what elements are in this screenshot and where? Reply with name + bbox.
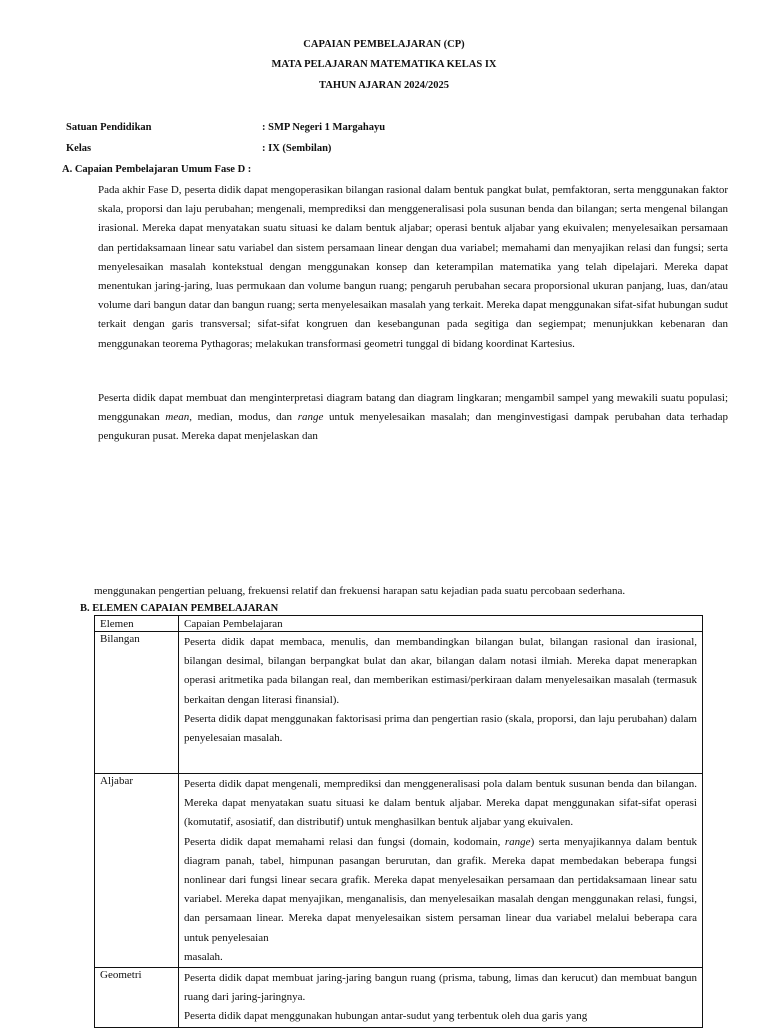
section-a-paragraph-3: menggunakan pengertian peluang, frekuensi relatif dan frekuensi harapan satu kejadian pada suatu percobaan sederhana. [94,585,626,597]
element-geometri: Geometri [95,968,179,1028]
cp-geometri [179,968,703,1028]
cp-aljabar-p2-a: Peserta didik dapat memahami relasi dan fungsi (domain, kodomain, [184,835,505,848]
section-a-paragraph-1: Pada akhir Fase D, peserta didik dapat mengoperasikan bilangan rasional dalam bentuk pangkat bulat, pemfaktoran, serta menggunakan faktor skala, proporsi dan laju perubahan; mengenali, memprediksi dan menggeneralisasi pola susunan benda dan bilangan; serta mengenal bilangan irasional. Mereka dapat menyatakan suatu situasi ke dalam bentuk aljabar; operasi bentuk aljabar yang ekuivalen; menyelesaikan persamaan dan pertidaksamaan linear satu variabel dan sistem persamaan linear dengan dua variabel; memahami dan menyajikan relasi dan fungsi; serta menyelesaikan masalah kontekstual dengan menggunakan konsep dan keterampilan matematika yang telah dipelajari. Mereka dapat menentukan jaring-jaring, luas permukaan dan volume bangun ruang; pengaruh perubahan secara proporsional ukuran panjang, luas, dan/atau volume dari bangun datar dan bangun ruang; serta menyelesaikan masalah yang terkait. Mereka dapat menggunakan sifat-sifat hubungan sudut terkait dengan garis transversal; sifat-sifat kongruen dan kesebangunan pada segitiga dan segiempat; menunjukkan kebenaran dan menggunakan teorema Pythagoras; melakukan transformasi geometri tunggal di bidang koordinat Kartesius. [98,184,728,350]
class-label: Kelas [66,143,92,154]
section-a-paragraph-2 [98,389,728,447]
cp-bilangan-p1: Peserta didik dapat membaca, menulis, dan membandingkan bilangan bulat, bilangan rasional dan irasional, bilangan desimal, bilangan berpangkat bulat dan akar, bilangan dalam notasi ilmiah. Mereka dapat menerapkan operasi aritmetika pada bilangan real, dan memberikan estimasi/perkiraan dalam menyelesaikan masalah (termasuk berkaitan dengan literasi finansial). [184,636,697,706]
cp-geometri-p2: Peserta didik dapat menggunakan hubungan antar-sudut yang terbentuk oleh dua garis yang [184,1010,588,1023]
element-bilangan: Bilangan [95,632,179,774]
element-aljabar: Aljabar [95,774,179,968]
doc-title: CAPAIAN PEMBELAJARAN (CP) [303,39,465,50]
header-cp: Capaian Pembelajaran [179,616,703,632]
cp-aljabar-p2 [184,833,697,948]
range-term: range [297,411,324,424]
cp-bilangan-p2: Peserta didik dapat menggunakan faktorisasi prima dan pengertian rasio (skala, proporsi, dan laju perubahan) dalam penyelesaian masalah. [184,712,697,745]
cp-aljabar-p2-end: masalah. [184,950,223,963]
cp-geometri-p1: Peserta didik dapat membuat jaring-jaring bangun ruang (prisma, tabung, limas dan kerucut) dan membuat bangun ruang dari jaring-jaringnya. [184,972,697,1004]
table-row [95,632,703,774]
section-b-title: B. ELEMEN CAPAIAN PEMBELAJARAN [80,603,279,614]
paragraph-2-text-b: , median, modus, dan [189,411,298,424]
table-row [95,774,703,968]
cp-aljabar-p2-b: ) serta menyajikannya dalam bentuk diagram panah, tabel, himpunan pasangan berurutan, dan grafik. Mereka dapat membedakan beberapa fungsi nonlinear dari fungsi linear secara grafik. Mereka dapat menyelesaikan persamaan dan pertidaksamaan linear satu variabel. Mereka dapat menyajikan, menganalisis, dan menyelesaikan masalah dengan menggunakan relasi, fungsi, dan persamaan linear. Mereka dapat menyelesaikan sistem persaman linear dua variabel melalui beberapa cara untuk penyelesaian [184,835,697,944]
table-header-row [95,616,703,632]
cp-elements-table [94,615,703,1028]
mean-term: mean [165,411,190,424]
school-label: Satuan Pendidikan [66,122,152,133]
cp-aljabar [179,774,703,968]
school-value: : SMP Negeri 1 Margahayu [262,122,386,133]
cp-aljabar-p1: Peserta didik dapat mengenali, memprediksi dan menggeneralisasi pola dalam bentuk susunan benda dan bilangan. Mereka dapat menyatakan suatu situasi ke dalam bentuk aljabar. Mereka dapat menggunakan sifat-sifat operasi (komutatif, asosiatif, dan distributif) untuk menghasilkan bentuk aljabar yang ekuivalen. [184,778,697,829]
range-term-table: range [504,835,531,848]
table-row [95,968,703,1028]
section-a-title: A. Capaian Pembelajaran Umum Fase D : [62,164,252,175]
class-value: : IX (Sembilan) [262,143,332,154]
header-element: Elemen [95,616,179,632]
paragraph-2-text-a: Peserta didik dapat membuat dan menginterpretasi diagram batang dan diagram lingkaran; mengambil sampel yang mewakili suatu populasi; menggunakan [98,392,728,424]
doc-year: TAHUN AJARAN 2024/2025 [319,80,449,91]
cp-bilangan [179,632,703,774]
doc-subtitle: MATA PELAJARAN MATEMATIKA KELAS IX [271,59,497,70]
paragraph-2-text-c: untuk menyelesaikan masalah; dan menginvestigasi dampak perubahan data terhadap pengukuran pusat. Mereka dapat menjelaskan dan [98,411,729,443]
